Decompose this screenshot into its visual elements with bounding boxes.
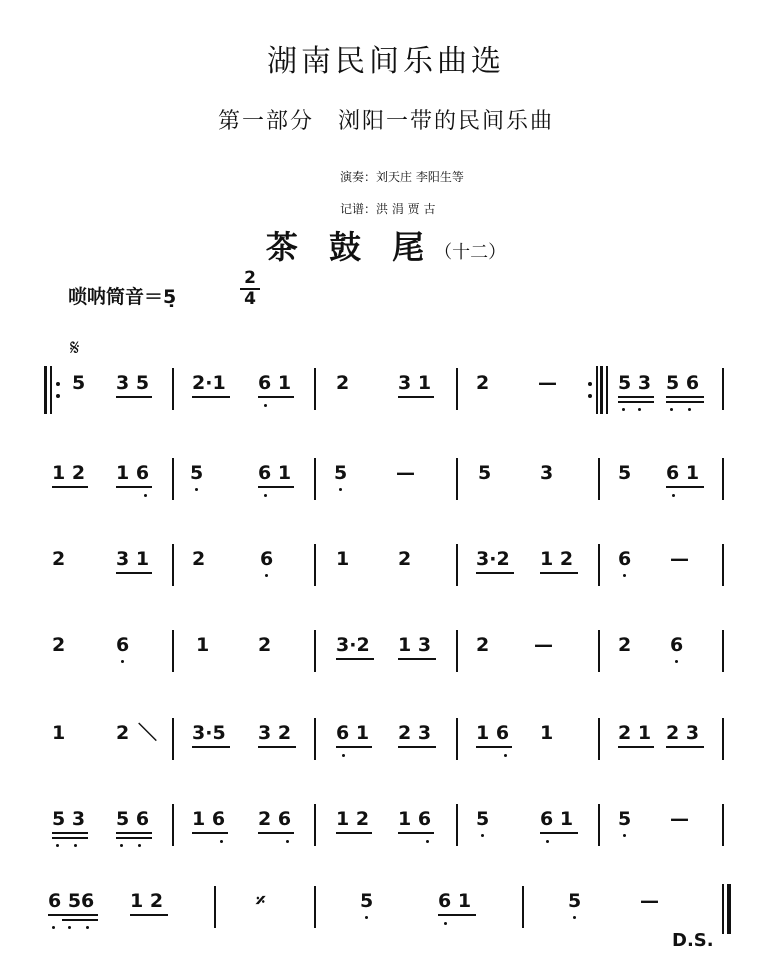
- note-group: 2·1: [192, 372, 226, 394]
- note-group: 2 3: [398, 722, 432, 744]
- barline: [314, 368, 316, 410]
- note-group: 6 1: [438, 890, 472, 912]
- note-group: 1 6: [192, 808, 226, 830]
- dash: —: [640, 890, 659, 912]
- note-group: 6 1: [258, 462, 292, 484]
- note-group: 1 2: [336, 808, 370, 830]
- dash: —: [396, 462, 415, 484]
- note: 5: [360, 890, 374, 912]
- dash: —: [670, 548, 689, 570]
- note: 2: [52, 634, 66, 656]
- piece-heading: [0, 222, 772, 268]
- barline: [456, 544, 458, 586]
- score-row-1: [40, 366, 740, 426]
- note-group: 2 3: [666, 722, 700, 744]
- note: 1: [540, 722, 554, 744]
- note: 1: [336, 548, 350, 570]
- note-group: 3 2: [258, 722, 292, 744]
- dash: —: [534, 634, 553, 656]
- note-group: 1 2: [52, 462, 86, 484]
- barline: [172, 718, 174, 760]
- score-row-7: [40, 884, 740, 944]
- note: 5: [334, 462, 348, 484]
- segno-sign: 𝄋: [70, 336, 80, 361]
- note: 2: [476, 634, 490, 656]
- barline: [722, 630, 724, 672]
- note: 6: [116, 634, 130, 656]
- barline: [314, 544, 316, 586]
- note: 5: [618, 462, 632, 484]
- piece-number: （十二）: [434, 242, 507, 263]
- note: 2: [116, 722, 130, 744]
- barline: [172, 544, 174, 586]
- barline: [598, 458, 600, 500]
- note: 2: [192, 548, 206, 570]
- ds-mark: D.S.: [672, 930, 714, 951]
- note-group: 6 1: [336, 722, 370, 744]
- barline: [456, 368, 458, 410]
- barline: [172, 804, 174, 846]
- barline: [456, 458, 458, 500]
- barline: [522, 886, 524, 928]
- score-row-5: [40, 716, 740, 776]
- barline: [314, 886, 316, 928]
- note: 6: [618, 548, 632, 570]
- note: 6: [260, 548, 274, 570]
- note-group: 5 3: [618, 372, 652, 394]
- dash: —: [538, 372, 557, 394]
- time-signature: [240, 270, 260, 308]
- note: 2: [258, 634, 272, 656]
- dash: —: [670, 808, 689, 830]
- note-group: 3 1: [116, 548, 150, 570]
- note-group: 3 1: [398, 372, 432, 394]
- barline: [456, 630, 458, 672]
- barline: [722, 368, 724, 410]
- barline: [314, 630, 316, 672]
- key-signature: 唢呐筒音＝5̣: [68, 286, 177, 308]
- note: 6: [670, 634, 684, 656]
- performers-credit: 演奏：刘天庄 李阳生等: [340, 170, 464, 184]
- note: 5: [72, 372, 86, 394]
- note: 5: [190, 462, 204, 484]
- note-group: 5 3: [52, 808, 86, 830]
- note-group: 6 1: [540, 808, 574, 830]
- note-group: 2 6: [258, 808, 292, 830]
- barline: [722, 804, 724, 846]
- repeat-measure-sign: 𝄎: [256, 890, 266, 912]
- barline: [172, 458, 174, 500]
- note: 1: [196, 634, 210, 656]
- score-row-6: [40, 802, 740, 862]
- note-group: 3·2: [476, 548, 510, 570]
- time-top: 2: [244, 268, 256, 288]
- note-group: 1 2: [540, 548, 574, 570]
- note-group: 3·2: [336, 634, 370, 656]
- transcribers-credit: 记谱：洪 涓 贾 古: [340, 202, 436, 216]
- breath-mark: ＼: [138, 722, 158, 744]
- note: 1: [52, 722, 66, 744]
- note-group: 6 1: [258, 372, 292, 394]
- note: 5: [568, 890, 582, 912]
- barline: [214, 886, 216, 928]
- note: 2: [52, 548, 66, 570]
- score-row-4: [40, 628, 740, 688]
- note: 5: [478, 462, 492, 484]
- score-row-2: [40, 456, 740, 516]
- barline: [456, 804, 458, 846]
- note-group: 1 6: [116, 462, 150, 484]
- note: 2: [618, 634, 632, 656]
- note-group: 1 2: [130, 890, 164, 912]
- note-group: 1 6: [398, 808, 432, 830]
- note-group: 1 3: [398, 634, 432, 656]
- barline: [314, 804, 316, 846]
- section-title: 第一部分 浏阳一带的民间乐曲: [217, 109, 554, 134]
- barline: [722, 458, 724, 500]
- note: 3: [540, 462, 554, 484]
- collection-title: 湖南民间乐曲选: [267, 44, 505, 79]
- note-group: 5 6: [666, 372, 700, 394]
- barline: [598, 718, 600, 760]
- note-group: 3·5: [192, 722, 226, 744]
- note: 2: [336, 372, 350, 394]
- note: 5: [618, 808, 632, 830]
- note-group: 3 5: [116, 372, 150, 394]
- barline: [722, 544, 724, 586]
- barline: [598, 544, 600, 586]
- note-group: 2 1: [618, 722, 652, 744]
- note-group: 1 6: [476, 722, 510, 744]
- barline: [722, 718, 724, 760]
- note-group: 6 56: [48, 890, 95, 912]
- piece-title: 茶 鼓 尾: [265, 228, 435, 266]
- note: 2: [476, 372, 490, 394]
- barline: [598, 630, 600, 672]
- note-group: 6 1: [666, 462, 700, 484]
- note: 2: [398, 548, 412, 570]
- time-bottom: 4: [244, 289, 256, 309]
- score-row-3: [40, 542, 740, 602]
- barline: [598, 804, 600, 846]
- barline: [456, 718, 458, 760]
- barline: [314, 718, 316, 760]
- note: 5: [476, 808, 490, 830]
- barline: [314, 458, 316, 500]
- note-group: 5 6: [116, 808, 150, 830]
- barline: [172, 630, 174, 672]
- barline: [172, 368, 174, 410]
